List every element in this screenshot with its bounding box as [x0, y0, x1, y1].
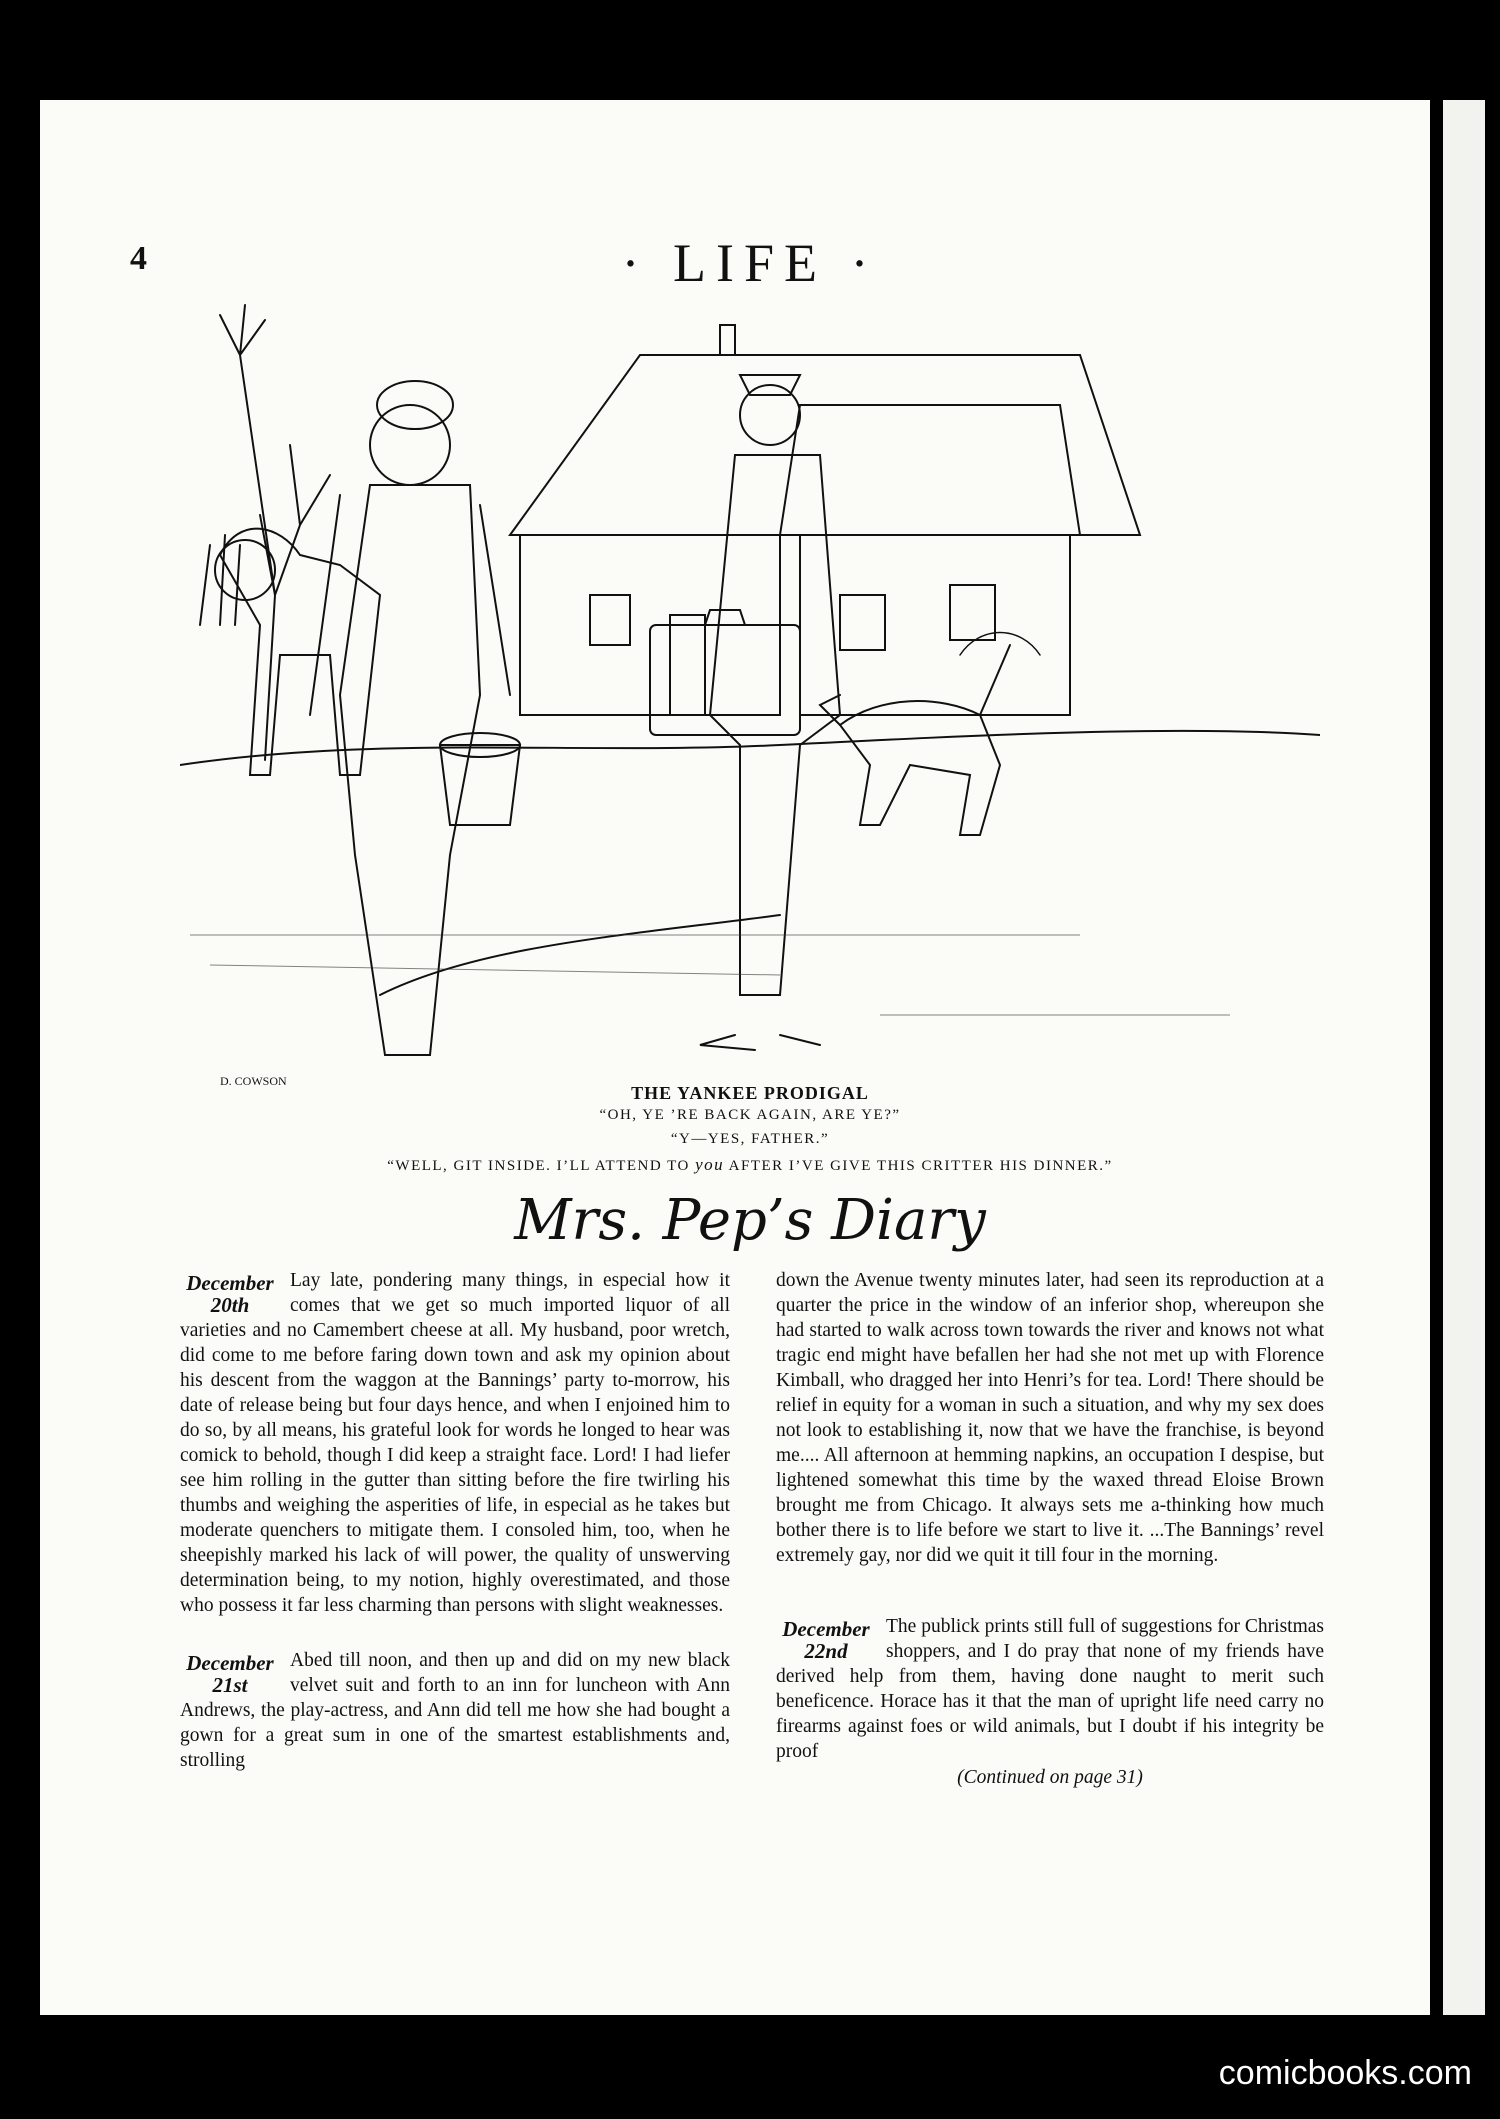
caption-line-1: “OH, YE ’RE BACK AGAIN, ARE YE?” [599, 1107, 901, 1123]
diary-entry-dec-22 [776, 1614, 1324, 1764]
entry-date-day: 21st [212, 1673, 248, 1697]
entry-date [180, 1272, 280, 1316]
diary-entry-dec-20 [180, 1268, 730, 1618]
entry-text: Abed till noon, and then up and did on my new black velvet suit and forth to an inn for luncheon with Ann Andrews, the play-actress, and Ann did tell me how she had bought a gown for a great sum in one of the smartest establishments and, strolling [180, 1650, 730, 1771]
entry-text: Lay late, pondering many things, in especial how it comes that we get so much imported liquor of all varieties and no Camembert cheese at all. My husband, poor wretch, did come to me before faring down town and ask my opinion about his descent from the waggon at the Bannings’ party to-morrow, his date of release being but four days hence, and when I enjoined him to do so, by all means, his grateful look for words he longed to hear was comick to behold, though I did keep a straight face. Lord! I had liefer see him rolling in the gutter than sitting before the fire twirling his thumbs and weighing the asperities of life, in especial as he takes but moderate quenchers to mitigate them. I consoled him, too, when he sheepishly marked his lack of will power, the quality of unswerving determination being, to my notion, highly overestimated, and those who possess it far less charming than persons with slight weaknesses. [180, 1270, 730, 1616]
artist-signature: D. COWSON [220, 1074, 287, 1088]
left-column [180, 1268, 730, 1773]
right-column [776, 1268, 1324, 1790]
entry-date-month: December [782, 1617, 870, 1641]
entry-date-day: 22nd [804, 1639, 848, 1663]
site-watermark: comicbooks.com [1218, 2054, 1472, 2092]
caption-title: THE YANKEE PRODIGAL [631, 1083, 869, 1103]
caption-line-3-start: “WELL, GIT INSIDE. I’LL ATTEND TO [387, 1158, 696, 1174]
caption-line-3-emphasis: you [695, 1155, 725, 1174]
caption-line-3 [0, 1155, 1500, 1175]
caption-line-3-end: AFTER I’VE GIVE THIS CRITTER HIS DINNER.” [724, 1158, 1113, 1174]
facing-page-edge [1443, 100, 1485, 2015]
continued-notice: (Continued on page 31) [957, 1767, 1143, 1788]
diary-entry-dec-21 [180, 1648, 730, 1773]
entry-date [776, 1618, 876, 1662]
entry-date-day: 20th [210, 1293, 250, 1317]
page-number: 4 [130, 240, 147, 277]
entry-date-month: December [186, 1651, 274, 1675]
entry-continuation-text: down the Avenue twenty minutes later, had seen its reproduction at a quarter the price in the window of an inferior shop, whereupon she had started to walk across town towards the river and knows not what tragic end might have befallen her had she not met up with Florence Kimball, who dragged her into Henri’s for tea. Lord! There should be relief in equity for a woman in such a situation, and why my sex does not look to establishing it, now that we have the franchise, is beyond me.... All afternoon at hemming napkins, an occupation I despise, but lightened somewhat this time by the waxed thread Eloise Brown brought me from Chicago. It always sets me a-thinking how much bother there is to life before we start to live it. ...The Bannings’ revel extremely gay, nor did we quit it till four in the morning. [776, 1270, 1324, 1566]
entry-text: The publick prints still full of suggestions for Christmas shoppers, and I do pray that none of my friends have derived help from them, having done naught to merit such beneficence. Horace has it that the man of upright life need carry no firearms against foes or wild animals, but I doubt if his integrity be proof [776, 1616, 1324, 1762]
entry-date-month: December [186, 1271, 274, 1295]
magazine-title: · LIFE · [621, 233, 879, 293]
caption-line-2: “Y—YES, FATHER.” [670, 1131, 830, 1147]
entry-date [180, 1652, 280, 1696]
diary-title: Mrs. Pep’s Diary [514, 1188, 986, 1253]
cartoon-illustration [180, 295, 1320, 1090]
